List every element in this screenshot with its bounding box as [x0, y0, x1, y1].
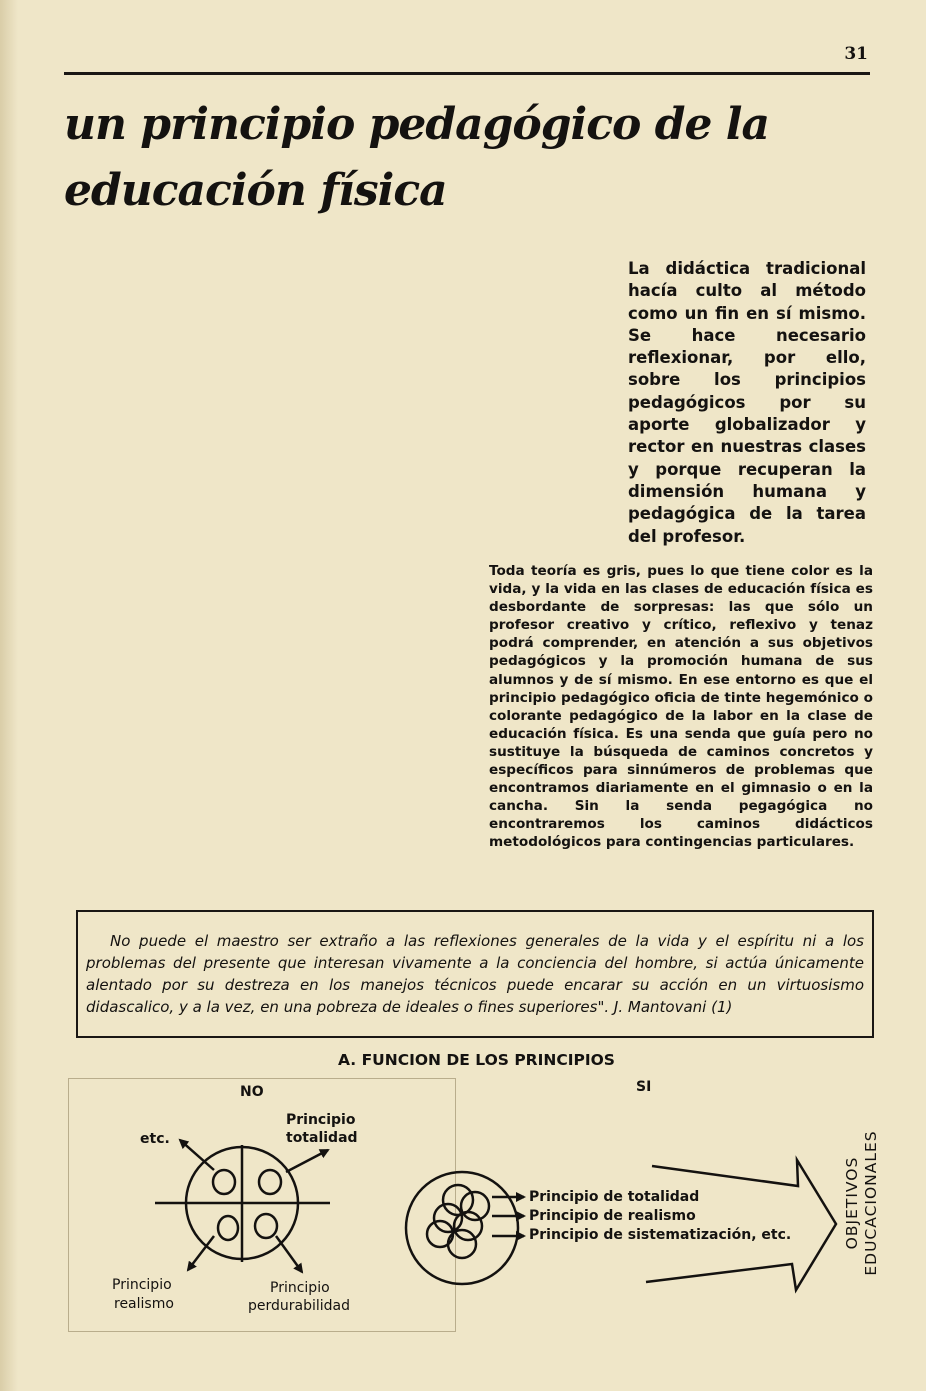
mantovani-quote: No puede el maestro ser extraño a las reflexiones generales de la vida y el espíritu ni a los problemas del presente que interesan vivamente a la conciencia del hombre, si actúa únicamente alentado por su destreza en los manejos técnicos puede encarar su acción en un virtuosismo didascalico, y a la vez, en una pobreza de ideales o fines superiores". J. Mantovani (1)	[86, 932, 864, 1016]
realismo-label-line2: realismo	[114, 1296, 174, 1312]
article-title: un principio pedagógico de la educación física	[64, 99, 769, 216]
section-heading: A. FUNCION DE LOS PRINCIPIOS	[338, 1051, 615, 1069]
arrow-perdurabilidad	[276, 1236, 302, 1272]
no-small-circle	[213, 1170, 235, 1194]
si-item-totalidad: Principio de totalidad	[529, 1189, 700, 1205]
perdurabilidad-label-line1: Principio	[270, 1280, 330, 1296]
article-lead: La didáctica tradicional hacía culto al método como un fin en sí mismo. Se hace necesario reflexionar, por ello, sobre los principios pedagógicos por su aporte globalizador y rector en nuestras clases y porque recuperan la dimensión humana y pedagógica de la tarea del profesor.	[628, 259, 866, 546]
si-small-circle	[443, 1185, 473, 1215]
vertical-line-2: EDUCACIONALES	[862, 1130, 880, 1276]
si-diagram	[406, 1160, 836, 1290]
si-outer-circle	[406, 1172, 518, 1284]
vertical-label-text	[843, 1120, 881, 1286]
si-small-circle	[448, 1230, 476, 1258]
no-small-circle	[255, 1214, 277, 1238]
objetivos-vertical-label	[843, 1120, 893, 1286]
perdurabilidad-label-line2: perdurabilidad	[248, 1298, 351, 1314]
article-body: Toda teoría es gris, pues lo que tiene color es la vida, y la vida en las clases de educación física es desbordante de sorpresas: las que sólo un profesor creativo y crítico, reflexivo y tenaz podrá comprender, en atención a sus objetivos pedagógicos y la promoción humana de sus alumnos y de sí mismo. En ese entorno es que el principio pedagógico oficia de tinte hegemónico o colorante pedagógico de la labor en la clase de educación física. Es una senda que guía pero no sustituye la búsqueda de caminos concretos y específicos para sinnúmeros de problemas que encontramos diariamente en el gimnasio o en la cancha. Sin la senda pegagógica no encontraremos los caminos didácticos metodológicos para contingencias particulares.	[489, 563, 873, 851]
si-label: SI	[636, 1079, 652, 1095]
si-small-circle	[461, 1192, 489, 1220]
si-item-sistematizacion: Principio de sistematización, etc.	[529, 1227, 792, 1243]
totalidad-label-line1: Principio	[286, 1112, 356, 1128]
arrow-etc	[180, 1140, 214, 1170]
no-label: NO	[240, 1084, 264, 1100]
no-diagram	[155, 1140, 330, 1272]
big-arrow	[646, 1160, 836, 1290]
si-item-realismo: Principio de realismo	[529, 1208, 696, 1224]
no-small-circle	[259, 1170, 281, 1194]
totalidad-label-line2: totalidad	[286, 1130, 358, 1146]
arrow-totalidad	[286, 1150, 328, 1172]
vertical-line-1: OBJETIVOS	[843, 1156, 861, 1250]
no-small-circle	[218, 1216, 238, 1240]
realismo-label-line1: Principio	[112, 1277, 172, 1293]
etc-label: etc.	[140, 1131, 170, 1147]
page-number: 31	[844, 44, 868, 64]
